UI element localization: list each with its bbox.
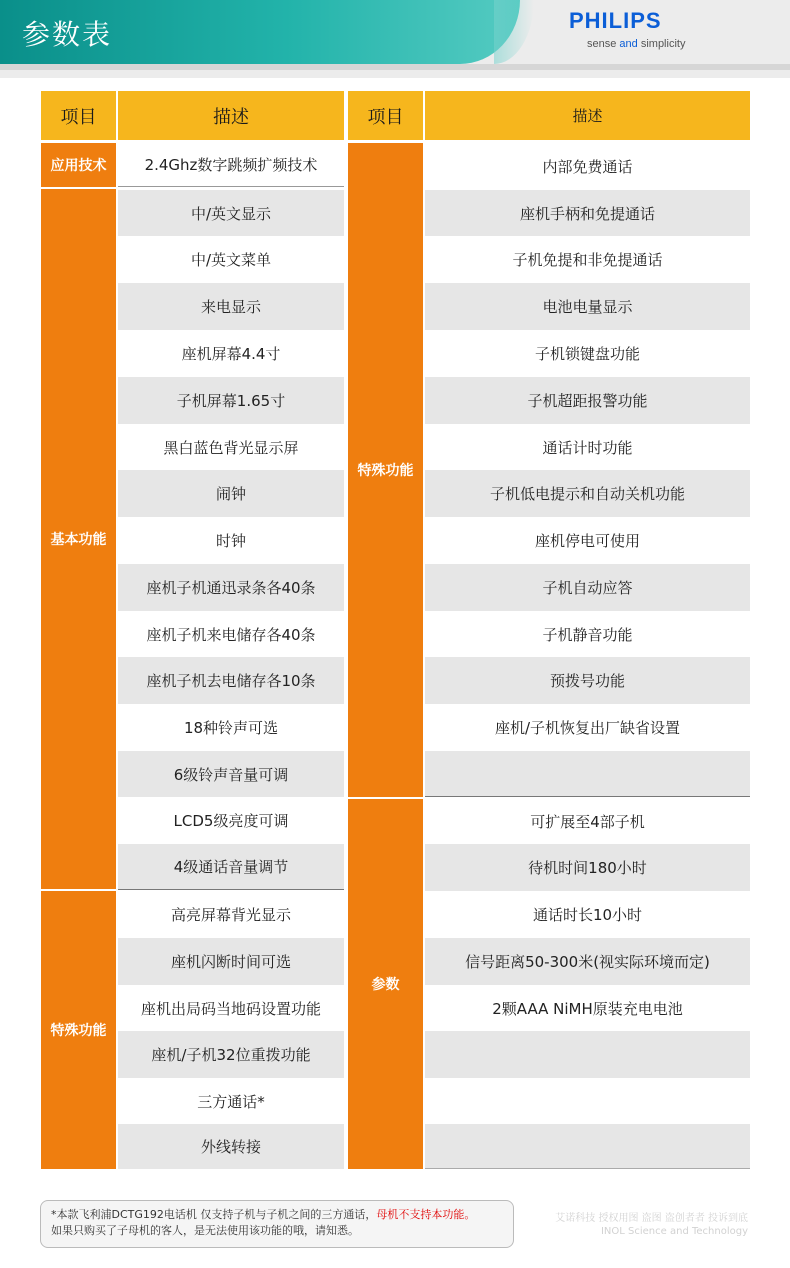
table-row: 三方通话* — [118, 1078, 344, 1124]
table-row: 座机屏幕4.4寸 — [118, 330, 344, 377]
philips-logo: PHILIPS — [569, 8, 662, 33]
table-row: 信号距离50-300米(视实际环境而定) — [425, 938, 750, 985]
table-row: 座机闪断时间可选 — [118, 938, 344, 985]
category-special-functions-left: 特殊功能 — [41, 891, 116, 1169]
category-basic-functions: 基本功能 — [41, 189, 116, 889]
table-row: 子机静音功能 — [425, 611, 750, 657]
table-row: 18种铃声可选 — [118, 704, 344, 751]
watermark-line-1: 艾诺科技 授权用图 盗图 盗创者者 投诉到底 — [555, 1213, 748, 1224]
footnote-text: *本款飞利浦DCTG192电话机 仅支持子机与子机之间的三方通话， — [51, 1208, 377, 1221]
table-row: 座机/子机32位重拨功能 — [118, 1031, 344, 1078]
brand-tagline — [587, 38, 685, 50]
right-head-item: 项目 — [348, 91, 423, 140]
watermark-line-2: INOL Science and Technology — [600, 1226, 748, 1237]
category-special-functions-right: 特殊功能 — [348, 143, 423, 797]
table-row: 预拨号功能 — [425, 657, 750, 704]
category-parameters: 参数 — [348, 799, 423, 1169]
table-row: 中/英文显示 — [118, 190, 344, 236]
table-row: 子机低电提示和自动关机功能 — [425, 470, 750, 517]
table-row: 子机免提和非免提通话 — [425, 236, 750, 283]
left-head-desc: 描述 — [118, 91, 344, 140]
footnote-line-1 — [51, 1207, 503, 1223]
table-row: 4级通话音量调节 — [118, 844, 344, 890]
table-row: 黑白蓝色背光显示屏 — [118, 424, 344, 470]
table-row: 通话时长10小时 — [425, 891, 750, 938]
table-row: 来电显示 — [118, 283, 344, 330]
tagline-pre: sense — [587, 38, 620, 50]
table-row: 2颗AAA NiMH原装充电电池 — [425, 985, 750, 1031]
table-row — [425, 1031, 750, 1078]
table-row — [425, 1124, 750, 1169]
table-row: 座机出局码当地码设置功能 — [118, 985, 344, 1031]
tagline-post: simplicity — [637, 38, 686, 50]
table-row: 电池电量显示 — [425, 283, 750, 330]
table-row: 高亮屏幕背光显示 — [118, 891, 344, 938]
table-row: 通话计时功能 — [425, 424, 750, 470]
table-row — [425, 1078, 750, 1124]
table-row: 中/英文菜单 — [118, 236, 344, 283]
table-row: 座机停电可使用 — [425, 517, 750, 564]
table-row — [425, 751, 750, 797]
page-header — [0, 0, 790, 78]
tagline-and: and — [619, 38, 638, 50]
category-app-tech: 应用技术 — [41, 143, 116, 187]
table-row: 子机超距报警功能 — [425, 377, 750, 424]
table-row: 子机锁键盘功能 — [425, 330, 750, 377]
left-head-item: 项目 — [41, 91, 116, 140]
table-row: 2.4Ghz数字跳频扩频技术 — [118, 143, 344, 187]
table-row: 子机自动应答 — [425, 564, 750, 611]
table-row: 子机屏幕1.65寸 — [118, 377, 344, 424]
table-row: 闹钟 — [118, 470, 344, 517]
table-row: 座机/子机恢复出厂缺省设置 — [425, 704, 750, 751]
table-row: LCD5级亮度可调 — [118, 797, 344, 844]
footnote-box — [40, 1200, 514, 1248]
table-row: 座机子机通迅录条各40条 — [118, 564, 344, 611]
watermark — [555, 1212, 748, 1238]
table-row: 时钟 — [118, 517, 344, 564]
table-row: 座机子机来电储存各40条 — [118, 611, 344, 657]
table-row: 内部免费通话 — [425, 143, 750, 190]
table-row: 可扩展至4部子机 — [425, 799, 750, 844]
page-title: 参数表 — [22, 18, 113, 51]
footnote-warning: 母机不支持本功能。 — [376, 1208, 476, 1221]
table-row: 外线转接 — [118, 1124, 344, 1169]
table-row: 座机手柄和免提通话 — [425, 190, 750, 236]
table-row: 6级铃声音量可调 — [118, 751, 344, 797]
table-row: 待机时间180小时 — [425, 844, 750, 891]
header-divider — [0, 64, 790, 70]
table-row: 座机子机去电储存各10条 — [118, 657, 344, 704]
right-head-desc: 描述 — [425, 91, 750, 140]
footnote-line-2: 如果只购买了子母机的客人，是无法使用该功能的哦，请知悉。 — [51, 1224, 359, 1237]
